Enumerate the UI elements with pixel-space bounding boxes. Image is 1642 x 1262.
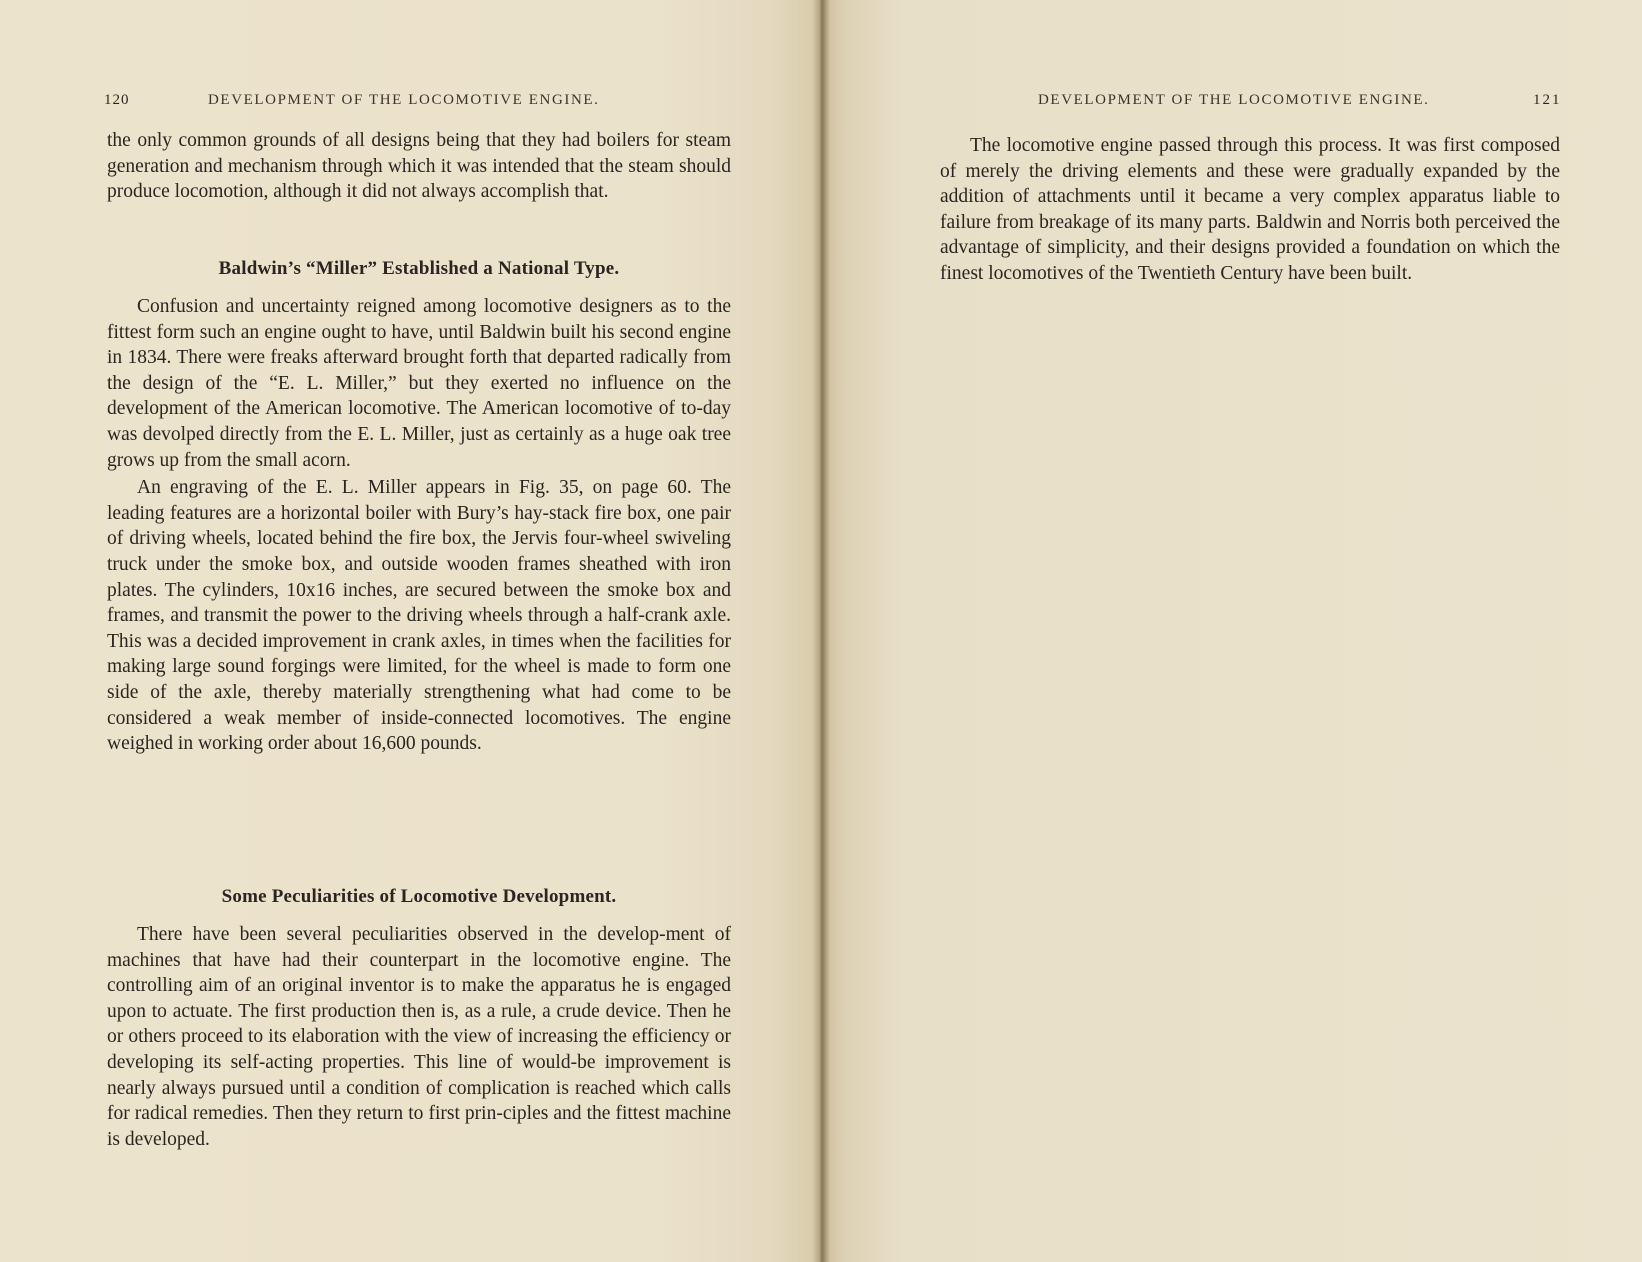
- left-text-block-5: [107, 922, 731, 1152]
- continuation-paragraph: the only common grounds of all designs being that they had boilers for steam generation and mechanism through which it was intended that the steam should produce locomotion, although it did not always accomplish that.: [107, 130, 731, 203]
- running-head-right: DEVELOPMENT OF THE LOCOMOTIVE ENGINE.: [1038, 92, 1430, 108]
- paragraph-confusion: Confusion and uncertainty reigned among locomotive designers as to the fittest form such an engine ought to have, until Baldwin built his second engine in 1834. There were freaks afterward brought forth that departed radically from the design of the “E. L. Miller,” but they exerted no influence on the development of the American locomotive. The American locomotive of to-day was devolped directly from the E. L. Miller, just as certainly as a huge oak tree grows up from the small acorn.: [107, 296, 731, 471]
- book-gutter: [812, 0, 830, 1262]
- paragraph-engraving: An engraving of the E. L. Miller appears in Fig. 35, on page 60. The leading features are a horizontal boiler with Bury’s hay-stack fire box, one pair of driving wheels, located behind the fire box, the Jervis four-wheel swiveling truck under the smoke box, and outside wooden frames sheathed with iron plates. The cylinders, 10x16 inches, are secured between the smoke box and frames, and transmit the power to the driving wheels through a half-crank axle. This was a decided improvement in crank axles, in times when the facilities for making large sound forgings were limited, for the wheel is made to form one side of the axle, thereby materially strengthening what had come to be considered a weak member of inside-connected locomotives. The engine weighed in working order about 16,600 pounds.: [107, 477, 731, 755]
- right-page: [820, 0, 1642, 1262]
- section-heading-baldwin-miller: Baldwin’s “Miller” Established a National Type.: [218, 258, 620, 279]
- left-text-block-4: [107, 884, 731, 910]
- paragraph-process: The locomotive engine passed through this process. It was first composed of merely the driving elements and these were gradually expanded by the addition of attachments until it became a very complex apparatus liable to failure from breakage of its many parts. Baldwin and Norris both perceived the advantage of simplicity, and their designs provided a foundation on which the finest locomotives of the Twentieth Century have been built.: [940, 135, 1560, 284]
- right-text-block: [940, 133, 1560, 287]
- left-text-block-1: [107, 128, 731, 205]
- page-number-left: 120: [104, 92, 130, 108]
- page-number-right: 121: [1533, 92, 1562, 108]
- running-head-left: DEVELOPMENT OF THE LOCOMOTIVE ENGINE.: [208, 92, 600, 108]
- section-heading-peculiarities: Some Peculiarities of Locomotive Development.: [221, 886, 617, 907]
- left-text-block-3: [107, 294, 731, 757]
- paragraph-peculiarities: There have been several peculiarities observed in the develop-ment of machines that have had their counterpart in the locomotive engine. The controlling aim of an original inventor is to make the apparatus he is engaged upon to actuate. The first production then is, as a rule, a crude device. Then he or others proceed to its elaboration with the view of increasing the efficiency or developing its self-acting properties. This line of would-be improvement is nearly always pursued until a condition of complication is reached which calls for radical remedies. Then they return to first prin-ciples and the fittest machine is developed.: [107, 924, 731, 1150]
- left-page: [0, 0, 820, 1262]
- left-text-block-2: [107, 256, 731, 282]
